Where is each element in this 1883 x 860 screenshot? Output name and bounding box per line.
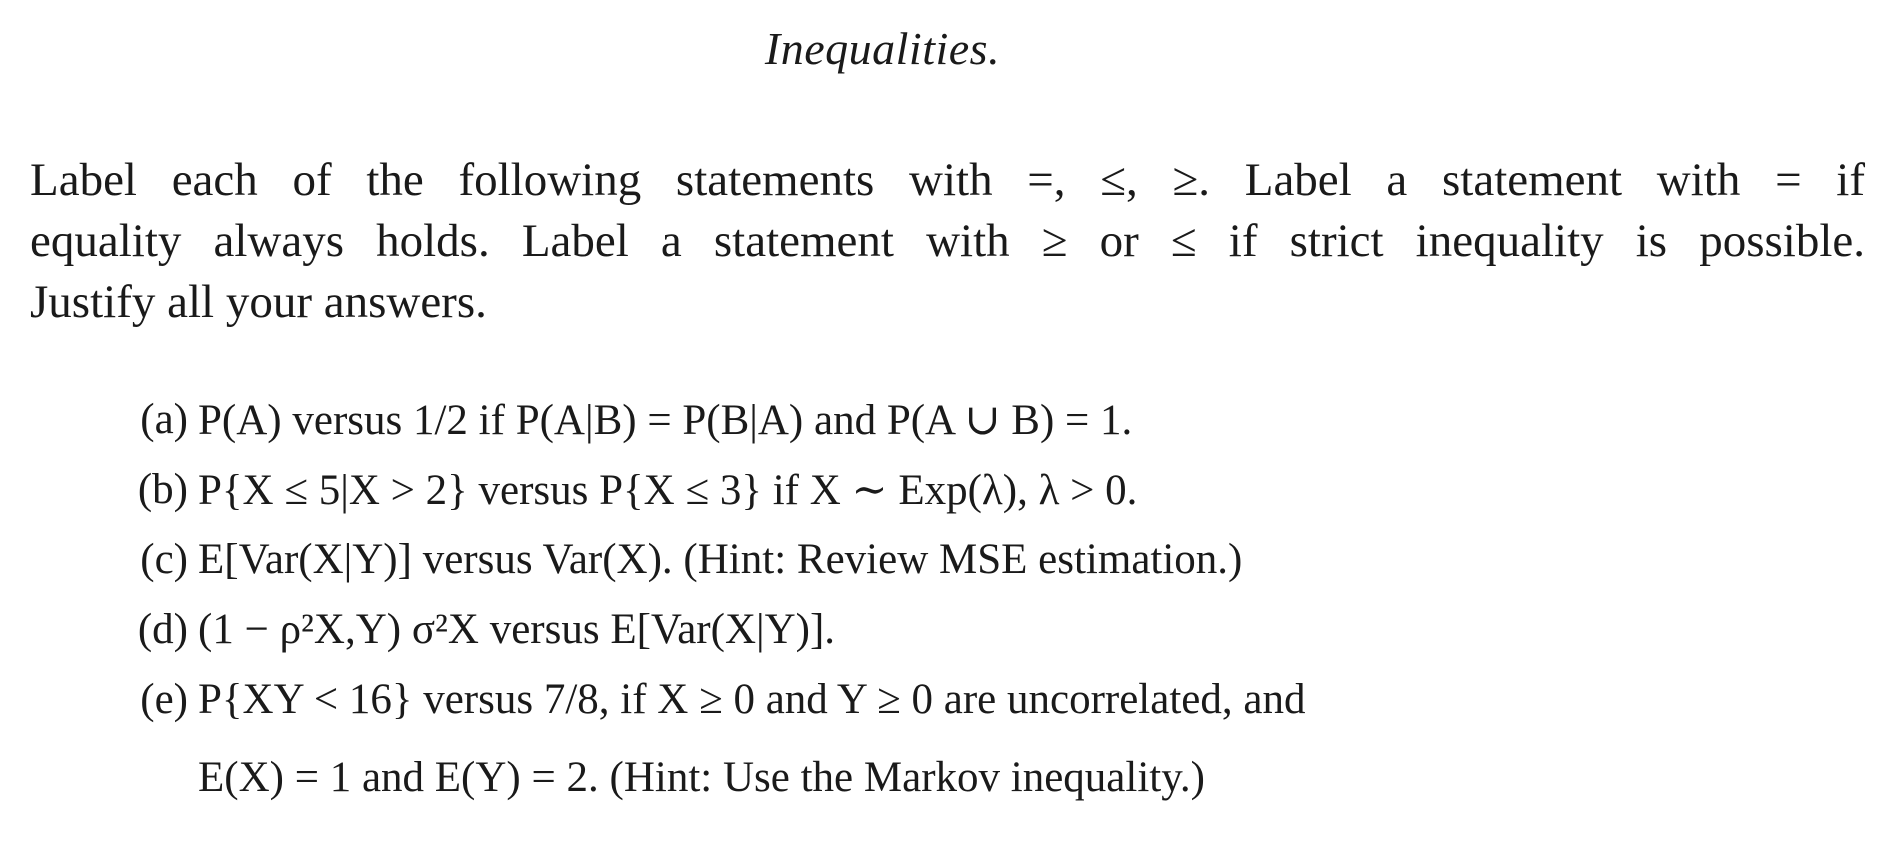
item-text: (1 − ρ²X,Y) σ²X versus E[Var(X|Y)]. <box>198 606 836 653</box>
instructions-paragraph <box>30 150 1865 333</box>
instructions-line-3: Justify all your answers. <box>30 276 487 328</box>
item-text: E[Var(X|Y)] versus Var(X). (Hint: Review MSE estimation.) <box>198 536 1243 583</box>
list-item <box>108 465 1708 535</box>
item-label: (a) <box>140 396 188 443</box>
list-item <box>108 675 1708 745</box>
item-text: P{X ≤ 5|X > 2} versus P{X ≤ 3} if X ∼ Exp(λ), λ > 0. <box>198 467 1138 514</box>
list-item-continuation <box>108 745 1708 823</box>
item-label: (d) <box>137 606 188 653</box>
item-text: P(A) versus 1/2 if P(A|B) = P(B|A) and P(A ∪ B) = 1. <box>198 397 1133 444</box>
item-label: (c) <box>140 536 188 583</box>
item-label: (b) <box>137 466 188 513</box>
instructions-line-1: Label each of the following statements with =, ≤, ≥. Label a statement with = if <box>30 154 1865 206</box>
item-text: E(X) = 1 and E(Y) = 2. (Hint: Use the Markov inequality.) <box>198 754 1205 801</box>
page-title: Inequalities. <box>764 23 1001 74</box>
list-item <box>108 605 1708 675</box>
item-label: (e) <box>140 676 188 723</box>
instructions-line-2: equality always holds. Label a statement with ≥ or ≤ if strict inequality is possible. <box>30 215 1865 267</box>
list-item <box>108 395 1708 465</box>
item-text: P{XY < 16} versus 7/8, if X ≥ 0 and Y ≥ 0 are uncorrelated, and <box>198 676 1306 723</box>
list-item <box>108 535 1708 605</box>
statement-list <box>108 395 1708 823</box>
